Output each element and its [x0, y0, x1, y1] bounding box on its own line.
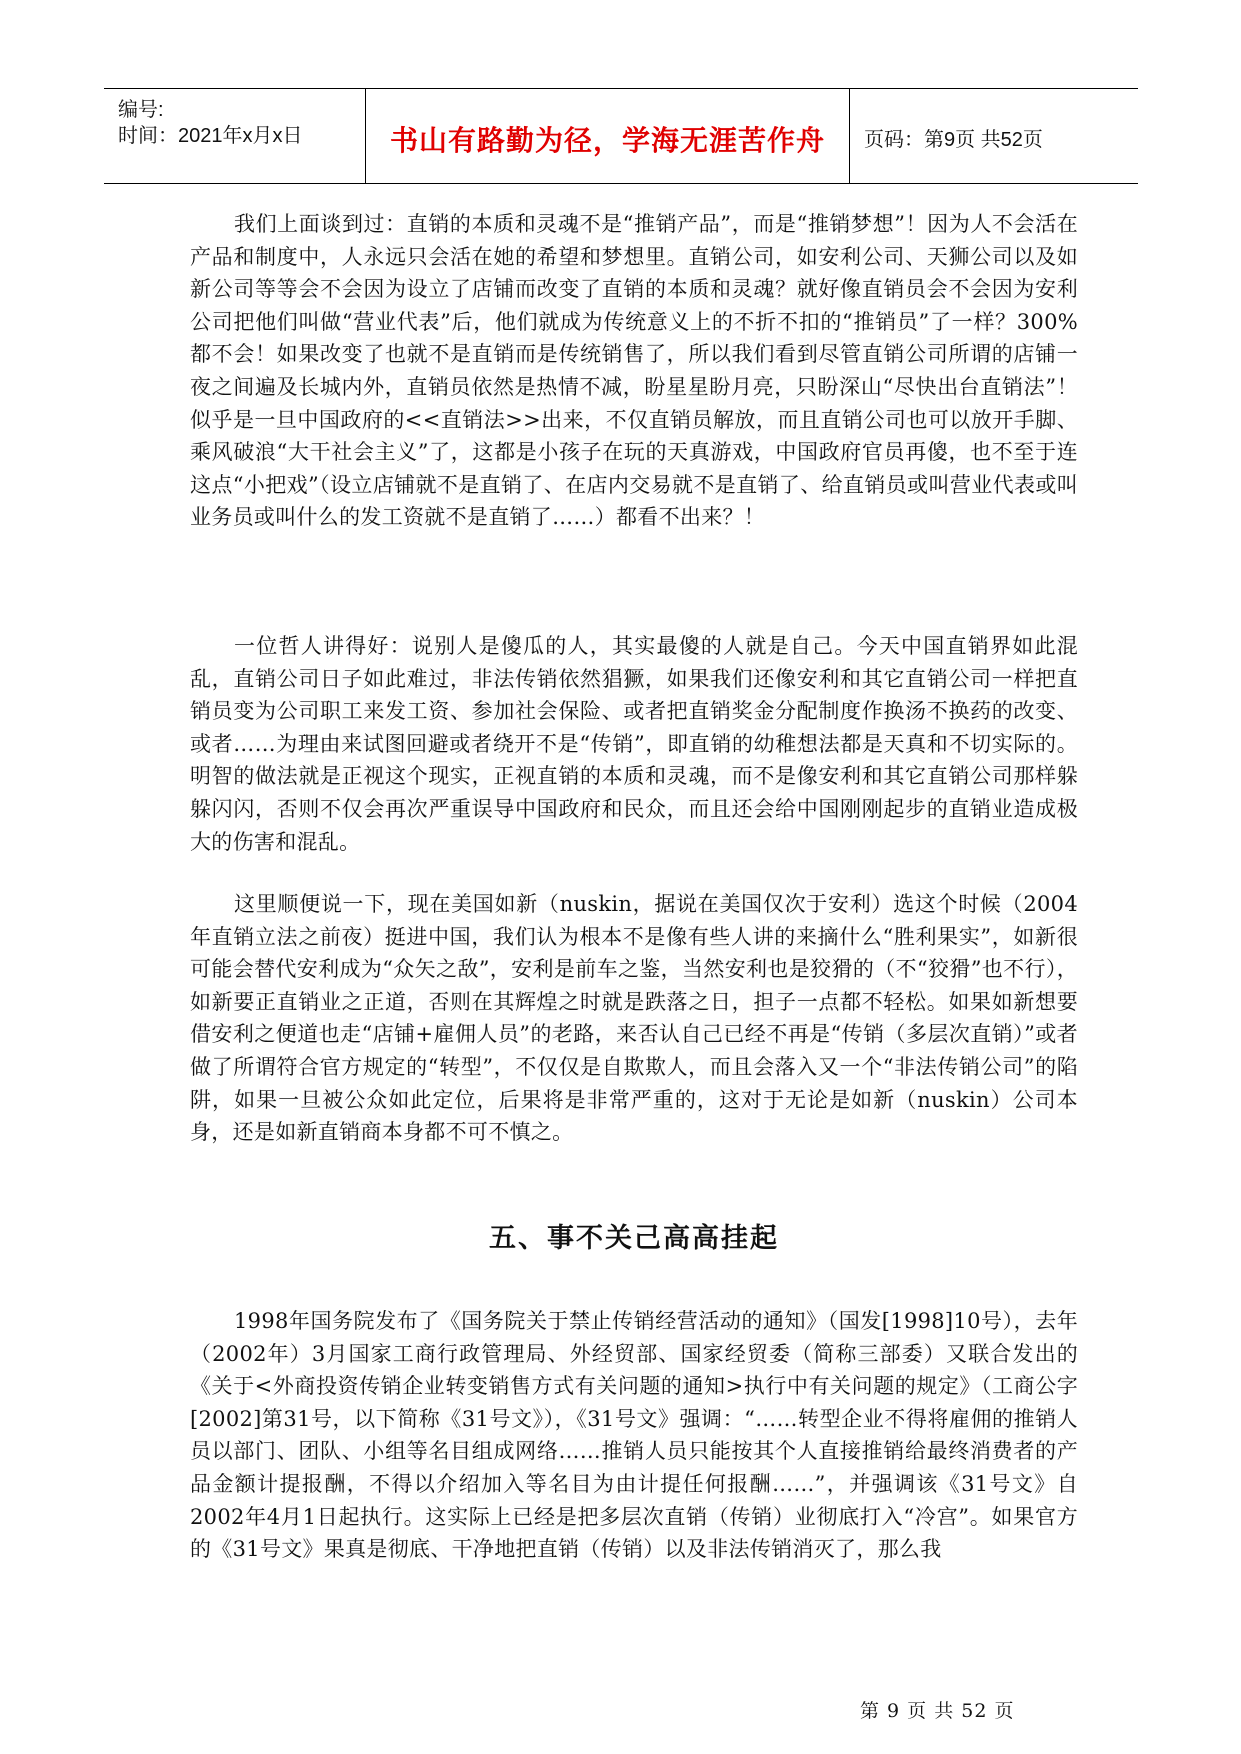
header-info-cell	[104, 89, 366, 183]
body-paragraph-1	[190, 208, 1078, 534]
motto-text: 书山有路勤为径，学海无涯苦作舟	[389, 124, 825, 157]
time-label: 时间：2021年x月x日	[118, 125, 303, 147]
page-code-label: 页码：第9页 共52页	[864, 129, 1043, 151]
header-motto-cell	[366, 89, 850, 183]
page-footer: 第 9 页 共 52 页	[860, 1700, 1015, 1722]
body-paragraph-2	[190, 630, 1078, 858]
paragraph-text: 这里顺便说一下，现在美国如新（nuskin，据说在美国仅次于安利）选这个时候（2004年直销立法之前夜）挺进中国，我们认为根本不是像有些人讲的来摘什么“胜利果实”，如新很可能会替代安利成为“众矢之敌”，安利是前车之鉴，当然安利也是狡猾的（不“狡猾”也不行），如新要正直销业之正道，否则在其辉煌之时就是跌落之日，担子一点都不轻松。如果如新想要借安利之便道也走“店铺+雇佣人员”的老路，来否认自己已经不再是“传销（多层次直销）”或者做了所谓符合官方规定的“转型”，不仅仅是自欺欺人，而且会落入又一个“非法传销公司”的陷阱，如果一旦被公众如此定位，后果将是非常严重的，这对于无论是如新（nuskin）公司本身，还是如新直销商本身都不可不慎之。	[190, 892, 1078, 1145]
paragraph-text: 我们上面谈到过：直销的本质和灵魂不是“推销产品”，而是“推销梦想”！因为人不会活在产品和制度中，人永远只会活在她的希望和梦想里。直销公司，如安利公司、天狮公司以及如新公司等等会不会因为设立了店铺而改变了直销的本质和灵魂？就好像直销员会不会因为安利公司把他们叫做“营业代表”后，他们就成为传统意义上的不折不扣的“推销员”了一样？300%都不会！如果改变了也就不是直销而是传统销售了，所以我们看到尽管直销公司所谓的店铺一夜之间遍及长城内外，直销员依然是热情不减，盼星星盼月亮，只盼深山“尽快出台直销法”！似乎是一旦中国政府的<<直销法>>出来，不仅直销员解放，而且直销公司也可以放开手脚、乘风破浪“大干社会主义”了，这都是小孩子在玩的天真游戏，中国政府官员再傻，也不至于连这点“小把戏”（设立店铺就不是直销了、在店内交易就不是直销了、给直销员或叫营业代表或叫业务员或叫什么的发工资就不是直销了……）都看不出来？！	[190, 212, 1078, 530]
number-label: 编号:	[118, 99, 164, 121]
paragraph-text: 1998年国务院发布了《国务院关于禁止传销经营活动的通知》（国发[1998]10号），去年（2002年）3月国家工商行政管理局、外经贸部、国家经贸委（简称三部委）又联合发出的《关于<外商投资传销企业转变销售方式有关问题的通知>执行中有关问题的规定》（工商公字[2002]第31号，以下简称《31号文》），《31号文》强调：“……转型企业不得将雇佣的推销人员以部门、团队、小组等名目组成网络……推销人员只能按其个人直接推销给最终消费者的产品金额计提报酬，不得以介绍加入等名目为由计提任何报酬……”，并强调该《31号文》自2002年4月1日起执行。这实际上已经是把多层次直销（传销）业彻底打入“冷宫”。如果官方的《31号文》果真是彻底、干净地把直销（传销）以及非法传销消灭了，那么我	[190, 1309, 1078, 1562]
header-page-cell	[850, 89, 1138, 183]
section-paragraph	[190, 1305, 1078, 1566]
page-header	[104, 88, 1138, 184]
paragraph-text: 一位哲人讲得好：说别人是傻瓜的人，其实最傻的人就是自己。今天中国直销界如此混乱，直销公司日子如此难过，非法传销依然猖獗，如果我们还像安利和其它直销公司一样把直销员变为公司职工来发工资、参加社会保险、或者把直销奖金分配制度作换汤不换药的改变、或者……为理由来试图回避或者绕开不是“传销”，即直销的幼稚想法都是天真和不切实际的。明智的做法就是正视这个现实，正视直销的本质和灵魂，而不是像安利和其它直销公司那样躲躲闪闪，否则不仅会再次严重误导中国政府和民众，而且还会给中国刚刚起步的直销业造成极大的伤害和混乱。	[190, 634, 1078, 854]
body-paragraph-3	[190, 888, 1078, 1149]
section-heading: 五、事不关己高高挂起	[489, 1223, 779, 1254]
